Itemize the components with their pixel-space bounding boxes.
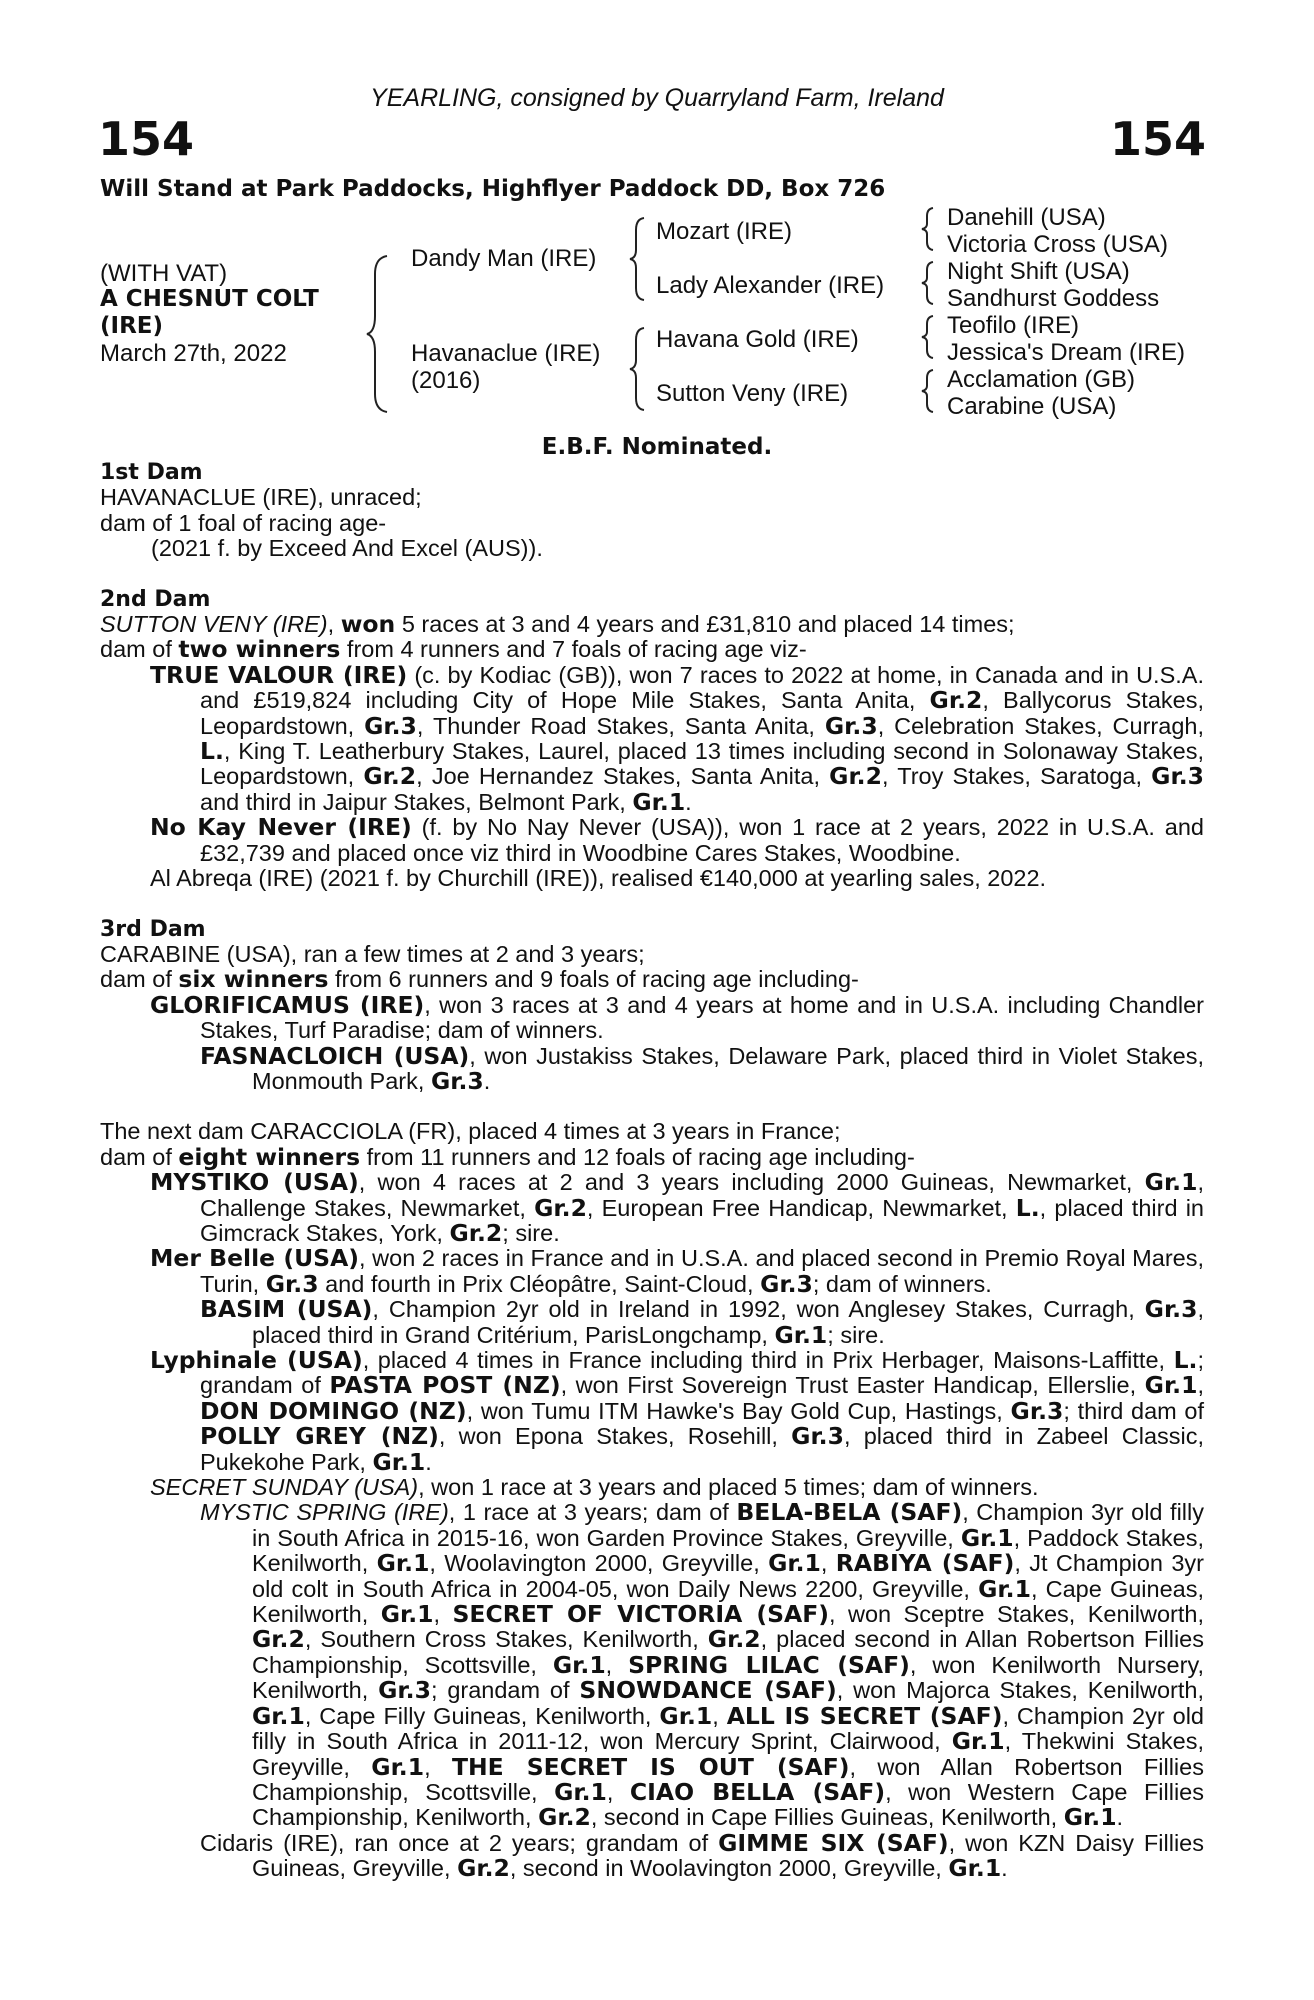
horse-name-line2: (IRE) xyxy=(100,313,164,339)
third-dam-dam-of: dam of six winners from 6 runners and 9 foals of racing age including- xyxy=(100,965,859,994)
dam: Havanaclue (IRE) xyxy=(411,340,601,367)
dam-year: (2016) xyxy=(411,367,481,394)
second-dam-heading: 2nd Dam xyxy=(100,586,211,612)
third-dam-line1: CARABINE (USA), ran a few times at 2 and 3 years; xyxy=(100,940,645,967)
first-dam-foal: (2021 f. by Exceed And Excel (AUS)). xyxy=(151,535,543,562)
progeny-glorificamus: GLORIFICAMUS (IRE), won 3 races at 3 and 4 years at home and in U.S.A. including Chandler Stakes, Turf Paradise; dam of winners. xyxy=(150,990,1205,1044)
pedigree-brace-g2 xyxy=(920,260,936,306)
pedigree-brace-sire xyxy=(628,216,648,302)
progeny-no-kay-never: No Kay Never (IRE) (f. by No Nay Never (USA)), won 1 race at 2 years, 2022 in U.S.A. and £32,739 and placed once viz third in Woodbine Cares Stakes, Woodbine. xyxy=(150,813,1204,866)
grandsire-2: Night Shift (USA) xyxy=(947,258,1130,285)
first-dam-line2: dam of 1 foal of racing age- xyxy=(100,509,387,536)
next-dam-line1: The next dam CARACCIOLA (FR), placed 4 times at 3 years in France; xyxy=(100,1118,841,1145)
progeny-lyphinale: Lyphinale (USA), placed 4 times in France including third in Prix Herbager, Maisons-Laffitte, L.; grandam of PASTA POST (NZ), won First Sovereign Trust Easter Handicap, Ellerslie, Gr.1, DON DOMINGO (NZ), won Tumu ITM Hawke's Bay Gold Cup, Hastings, Gr.3; third dam of POLLY GREY (NZ), won Epona Stakes, Rosehill, Gr.3, placed third in Zabeel Classic, Pukekohe Park, Gr.1. xyxy=(150,1346,1205,1476)
pedigree-brace-g1 xyxy=(920,206,936,252)
progeny-al-abreqa: Al Abreqa (IRE) (2021 f. by Churchill (IRE)), realised €140,000 at yearling sales, 2022. xyxy=(150,865,1047,892)
pedigree-brace-g3 xyxy=(920,314,936,360)
first-dam-heading: 1st Dam xyxy=(100,460,203,485)
family-text xyxy=(100,460,1204,1882)
grandsire-4: Acclamation (GB) xyxy=(947,366,1136,393)
granddam-4: Carabine (USA) xyxy=(947,393,1117,420)
second-dam-dam-of: dam of two winners from 4 runners and 7 foals of racing age viz- xyxy=(100,635,807,664)
vat-label: (WITH VAT) xyxy=(100,260,228,287)
lot-number-right: 154 xyxy=(1109,112,1206,166)
progeny-secret-sunday: SECRET SUNDAY (USA), won 1 race at 3 years and placed 5 times; dam of winners. xyxy=(150,1474,1039,1501)
pedigree-brace-main xyxy=(365,254,395,414)
sire: Dandy Man (IRE) xyxy=(411,245,597,272)
grandsire-3: Teofilo (IRE) xyxy=(947,312,1080,339)
foaling-date: March 27th, 2022 xyxy=(100,340,287,367)
third-dam-heading: 3rd Dam xyxy=(100,916,206,942)
dam-dam: Sutton Veny (IRE) xyxy=(656,380,849,407)
horse-name-line1: A CHESNUT COLT xyxy=(100,286,319,312)
pedigree-brace-dam xyxy=(628,326,648,412)
pedigree-brace-g4 xyxy=(920,368,936,414)
lot-number-left: 154 xyxy=(98,112,195,166)
sire-sire: Mozart (IRE) xyxy=(656,218,793,245)
progeny-basim: BASIM (USA), Champion 2yr old in Ireland in 1992, won Anglesey Stakes, Curragh, Gr.3, placed third in Grand Critérium, ParisLongchamp, Gr.1; sire. xyxy=(200,1295,1204,1349)
progeny-mer-belle: Mer Belle (USA), won 2 races in France and in U.S.A. and placed second in Premio Royal Mares, Turin, Gr.3 and fourth in Prix Cléopâtre, Saint-Cloud, Gr.3; dam of winners. xyxy=(150,1244,1204,1298)
dam-sire: Havana Gold (IRE) xyxy=(656,326,859,353)
granddam-3: Jessica's Dream (IRE) xyxy=(947,339,1185,366)
first-dam-line1: HAVANACLUE (IRE), unraced; xyxy=(100,484,422,511)
granddam-2: Sandhurst Goddess xyxy=(947,285,1160,312)
grandsire-1: Danehill (USA) xyxy=(947,204,1106,231)
sire-dam: Lady Alexander (IRE) xyxy=(656,272,885,299)
progeny-fasnacloich: FASNACLOICH (USA), won Justakiss Stakes, Delaware Park, placed third in Violet Stakes, Monmouth Park, Gr.3. xyxy=(200,1041,1205,1095)
second-dam-line1: SUTTON VENY (IRE), won 5 races at 3 and 4 years and £31,810 and placed 14 times; xyxy=(100,610,1015,639)
next-dam-dam-of: dam of eight winners from 11 runners and 12 foals of racing age including- xyxy=(100,1142,915,1171)
consignment-line: YEARLING, consigned by Quarryland Farm, Ireland xyxy=(370,84,944,112)
progeny-mystic-spring: MYSTIC SPRING (IRE), 1 race at 3 years; dam of BELA-BELA (SAF), Champion 3yr old filly in South Africa in 2015-16, won Garden Province Stakes, Greyville, Gr.1, Paddock Stakes, Kenilworth, Gr.1, Woolavington 2000, Greyville, Gr.1, RABIYA (SAF), Jt Champion 3yr old colt in South Africa in 2004-05, won Daily News 2200, Greyville, Gr.1, Cape Guineas, Kenilworth, Gr.1, SECRET OF VICTORIA (SAF), won Sceptre Stakes, Kenilworth, Gr.2, Southern Cross Stakes, Kenilworth, Gr.2, placed second in Allan Robertson Fillies Championship, Scottsville, Gr.1, SPRING LILAC (SAF), won Kenilworth Nursery, Kenilworth, Gr.3; grandam of SNOWDANCE (SAF), won Majorca Stakes, Kenilworth, Gr.1, Cape Filly Guineas, Kenilworth, Gr.1, ALL IS SECRET (SAF), Champion 2yr old filly in South Africa in 2011-12, won Mercury Sprint, Clairwood, Gr.1, Thekwini Stakes, Greyville, Gr.1, THE SECRET IS OUT (SAF), won Allan Robertson Fillies Championship, Scottsville, Gr.1, CIAO BELLA (SAF), won Western Cape Fillies Championship, Kenilworth, Gr.2, second in Cape Fillies Guineas, Kenilworth, Gr.1. xyxy=(200,1498,1205,1832)
ebf-nominated: E.B.F. Nominated. xyxy=(541,434,773,460)
stand-location: Will Stand at Park Paddocks, Highflyer Paddock DD, Box 726 xyxy=(100,176,886,202)
granddam-1: Victoria Cross (USA) xyxy=(947,231,1168,258)
progeny-true-valour: TRUE VALOUR (IRE) (c. by Kodiac (GB)), won 7 races to 2022 at home, in Canada and in U.S.A. and £519,824 including City of Hope Mile Stakes, Santa Anita, Gr.2, Ballycorus Stakes, Leopardstown, Gr.3, Thunder Road Stakes, Santa Anita, Gr.3, Celebration Stakes, Curragh, L., King T. Leatherbury Stakes, Laurel, placed 13 times including second in Solonaway Stakes, Leopardstown, Gr.2, Joe Hernandez Stakes, Santa Anita, Gr.2, Troy Stakes, Saratoga, Gr.3 and third in Jaipur Stakes, Belmont Park, Gr.1. xyxy=(150,660,1204,816)
progeny-cidaris: Cidaris (IRE), ran once at 2 years; grandam of GIMME SIX (SAF), won KZN Daisy Fillies Guineas, Greyville, Gr.2, second in Woolavington 2000, Greyville, Gr.1. xyxy=(200,1828,1204,1883)
progeny-mystiko: MYSTIKO (USA), won 4 races at 2 and 3 years including 2000 Guineas, Newmarket, Gr.1, Challenge Stakes, Newmarket, Gr.2, European Free Handicap, Newmarket, L., placed third in Gimcrack Stakes, York, Gr.2; sire. xyxy=(150,1168,1204,1247)
